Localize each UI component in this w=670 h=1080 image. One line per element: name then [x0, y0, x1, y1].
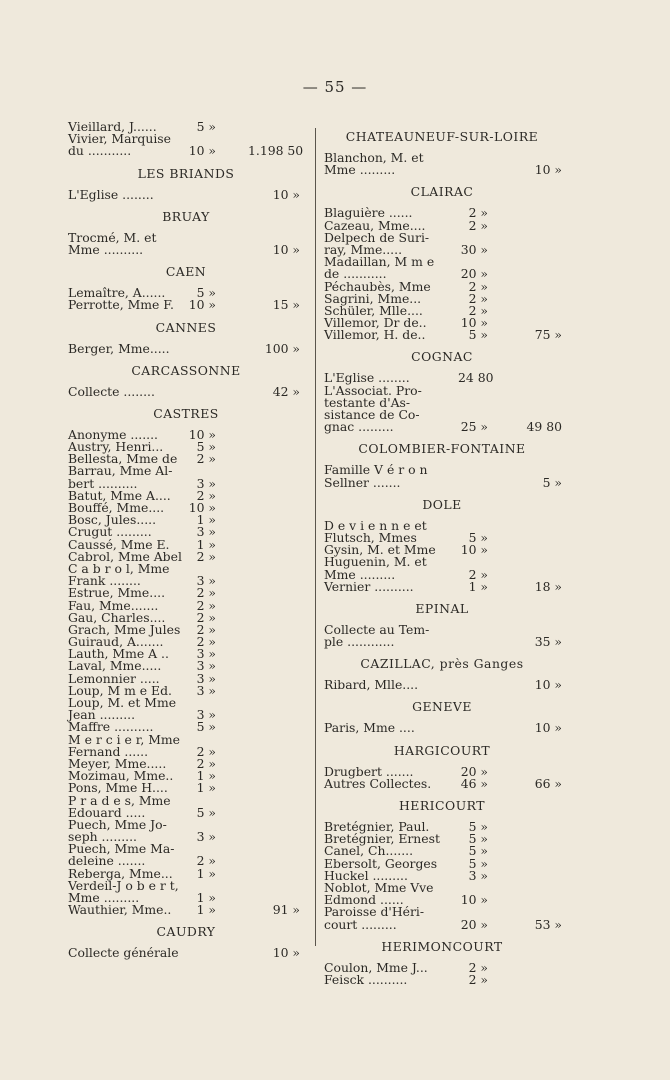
entry-name: Mme .......... [68, 241, 144, 257]
entry-amount: 10 » [188, 500, 216, 515]
list-item [68, 947, 304, 959]
entry-amount: 5 » [468, 327, 488, 343]
entry-total: 91 » [272, 902, 300, 918]
entry-amount: 5 » [468, 831, 488, 847]
list-item [324, 916, 562, 932]
entry-name: Canel, Ch....... [324, 843, 414, 859]
list-item [324, 722, 560, 734]
entry-total: 10 » [534, 720, 562, 736]
section-heading: COGNAC [411, 349, 473, 365]
entry-name: Reberga, Mme... [68, 865, 173, 881]
entry-name: Puech, Mme Ma- [68, 841, 175, 857]
section-heading: HERIMONCOURT [381, 938, 503, 954]
list-section [68, 925, 304, 959]
list-item [324, 421, 560, 433]
entry-name: Villemor, H. de.. [324, 327, 426, 343]
entry-name: Cazeau, Mme.... [324, 217, 426, 233]
entry-name: Paris, Mme .... [324, 720, 415, 736]
entry-amount: 2 » [468, 205, 488, 221]
entry-name: Sagrini, Mme... [324, 290, 422, 306]
entry-amount: 5 » [196, 439, 216, 455]
entry-amount: 3 » [196, 475, 216, 491]
left-column [68, 121, 304, 962]
entry-amount: 5 » [196, 804, 216, 820]
entry-name: Lemonnier ..... [68, 670, 160, 686]
entry-amount: 2 » [468, 302, 488, 318]
entry-name: Bretégnier, Ernest [324, 831, 440, 847]
entry-total: 53 » [534, 916, 562, 932]
entry-amount: 3 » [196, 707, 216, 723]
entry-amount: 3 » [468, 867, 488, 883]
entry-total: 35 » [534, 634, 562, 650]
entry-name: L'Eglise ........ [324, 370, 410, 386]
entry-name: Cabrol, Mme Abel [68, 548, 182, 564]
entry-amount: 2 » [196, 609, 216, 625]
list-section [324, 799, 560, 931]
list-item [68, 186, 304, 202]
entry-amount: 2 » [196, 487, 216, 503]
entry-total: 100 » [264, 340, 300, 356]
entry-name: Mme ......... [68, 890, 140, 905]
list-item [324, 775, 562, 791]
entry-amount: 2 » [468, 971, 488, 987]
entry-name: Anonyme ....... [68, 426, 158, 442]
entry-amount: 2 » [196, 755, 216, 771]
entry-name: Collecte ........ [68, 383, 155, 399]
entry-name: Ribard, Mlle.... [324, 677, 419, 693]
entry-name: de ........... [324, 266, 387, 282]
entry-name: gnac ......... [324, 419, 394, 435]
entry-name: Blaguière ...... [324, 205, 413, 221]
entry-name: Maffre .......... [68, 719, 154, 735]
entry-amount: 2 » [196, 853, 216, 869]
section-heading: CASTRES [153, 405, 219, 421]
list-section [324, 350, 560, 433]
entry-name: Péchaubès, Mme [324, 278, 431, 294]
entry-name: Drugbert ....... [324, 763, 414, 779]
entry-name: C a b r o l, Mme [68, 560, 170, 576]
entry-name: Noblot, Mme Vve [324, 879, 434, 895]
entry-name: Gau, Charles.... [68, 609, 166, 625]
entry-name: Bosc, Jules..... [68, 512, 157, 528]
entry-name: ray, Mme..... [324, 241, 403, 257]
entry-amount: 3 » [196, 524, 216, 540]
list-section [324, 744, 560, 790]
list-section [324, 442, 560, 488]
section-heading: DOLE [422, 496, 462, 512]
entry-name: Madaillan, M m e [324, 254, 435, 270]
entry-amount: 20 » [460, 916, 488, 932]
entry-amount: 25 » [460, 419, 488, 435]
list-item [68, 904, 304, 916]
entry-name: Autres Collectes. [324, 775, 432, 791]
entry-total: 10 » [534, 162, 562, 178]
entry-amount: 5 » [196, 285, 216, 301]
entry-name: Bouffé, Mme.... [68, 500, 165, 515]
entry-amount: 10 » [188, 143, 216, 159]
entry-amount: 20 » [460, 266, 488, 282]
entry-name: Lauth, Mme A .. [68, 646, 169, 662]
entry-name: Vernier .......... [324, 578, 414, 594]
entry-name: Puech, Mme Jo- [68, 816, 167, 832]
entry-total: 42 » [272, 383, 300, 399]
entry-name: Villemor, Dr de.. [324, 315, 427, 331]
entry-name: Trocmé, M. et [68, 229, 157, 245]
entry-total: 18 » [534, 578, 562, 594]
entry-name: Bretégnier, Paul. [324, 819, 430, 834]
entry-name: Wauthier, Mme.. [68, 902, 172, 918]
entry-amount: 3 » [196, 670, 216, 686]
list-item [68, 145, 304, 157]
section-heading: CAEN [165, 264, 207, 280]
right-column [324, 121, 560, 988]
entry-name: P r a d e s, Mme [68, 792, 171, 808]
entry-name: Perrotte, Mme F. [68, 297, 174, 313]
entry-amount: 1 » [196, 865, 216, 881]
entry-amount: 5 » [468, 843, 488, 859]
entry-amount: 5 » [468, 855, 488, 871]
list-item [324, 578, 562, 594]
entry-amount: 2 » [196, 597, 216, 613]
list-item [68, 299, 304, 311]
entry-name: Blanchon, M. et [324, 150, 424, 165]
list-item [324, 971, 560, 987]
list-item [68, 340, 304, 356]
entry-name: deleine ....... [68, 853, 146, 869]
entry-name: bert .......... [68, 475, 138, 491]
list-section [324, 657, 560, 691]
entry-name: Ebersolt, Georges [324, 855, 438, 871]
entry-name: Paroisse d'Héri- [324, 904, 425, 920]
entry-amount: 10 » [188, 426, 216, 442]
entry-name: Collecte générale [68, 945, 179, 961]
section-heading: CANNES [155, 319, 217, 335]
entry-amount: 2 » [196, 585, 216, 601]
entry-name: Edouard ..... [68, 804, 146, 820]
entry-name: Vivier, Marquise [68, 131, 171, 147]
entry-name: Huguenin, M. et [324, 554, 427, 570]
entry-name: Batut, Mme A.... [68, 487, 171, 503]
entry-amount: 46 » [460, 775, 488, 791]
entry-name: Barrau, Mme Al- [68, 463, 173, 479]
entry-amount: 10 » [460, 892, 488, 908]
entry-amount: 5 » [468, 819, 488, 834]
entry-name: court ......... [324, 916, 397, 932]
list-section [324, 185, 560, 341]
entry-amount: 5 » [468, 529, 488, 545]
list-item [324, 164, 560, 176]
entry-amount: 5 » [196, 719, 216, 735]
entry-name: Mozimau, Mme.. [68, 768, 174, 784]
entry-name: Lemaître, A...... [68, 285, 166, 301]
entry-amount: 2 » [196, 451, 216, 467]
list-section [68, 121, 304, 158]
entry-amount: 3 » [196, 646, 216, 662]
entry-name: Crugut ......... [68, 524, 152, 540]
entry-amount: 2 » [196, 621, 216, 637]
entry-name: Delpech de Suri- [324, 229, 430, 245]
section-heading: CHATEAUNEUF-SUR-LOIRE [345, 129, 539, 144]
entry-amount: 2 » [468, 278, 488, 294]
list-section [68, 407, 304, 917]
entry-name: Laval, Mme..... [68, 658, 162, 674]
section-heading: CAZILLAC, près Ganges [360, 656, 524, 672]
entry-name: Guiraud, A....... [68, 634, 164, 650]
section-heading: CAUDRY [156, 924, 216, 940]
entry-amount: 10 » [460, 542, 488, 558]
section-heading: HARGICOURT [393, 742, 491, 758]
entry-amount: 1 » [196, 768, 216, 784]
entry-name: Sellner ....... [324, 474, 401, 490]
list-item [324, 329, 560, 341]
entry-amount: 30 » [460, 241, 488, 257]
list-item [68, 241, 304, 257]
entry-amount: 2 » [196, 743, 216, 759]
entry-name: Schüler, Mlle.... [324, 302, 423, 318]
entry-name: D e v i e n n e et [324, 517, 427, 533]
entry-amount: 3 » [196, 573, 216, 589]
entry-name: Verdeil-J o b e r t, [68, 877, 179, 893]
entry-total: 10 » [272, 186, 300, 202]
entry-name: Famille V é r o n [324, 462, 428, 478]
entry-name: testante d'As- [324, 394, 411, 410]
entry-name: Fau, Mme....... [68, 597, 159, 613]
entry-total: 49 80 [526, 419, 562, 435]
section-heading: CLAIRAC [410, 184, 474, 200]
entry-total: 75 » [534, 327, 562, 343]
list-section [68, 321, 304, 355]
list-section [324, 130, 560, 176]
entry-amount: 1 » [468, 578, 488, 594]
list-item [324, 679, 560, 691]
section-heading: EPINAL [415, 600, 469, 616]
entry-name: Frank ........ [68, 573, 141, 589]
list-section [324, 940, 560, 986]
entry-name: Loup, M. et Mme [68, 695, 177, 710]
entry-amount: 3 » [196, 658, 216, 674]
section-heading: COLOMBIER-FONTAINE [358, 441, 526, 457]
list-section [324, 602, 560, 648]
entry-name: Coulon, Mme J... [324, 959, 428, 975]
entry-name: Flutsch, Mmes [324, 529, 417, 545]
entry-total: 5 » [542, 474, 562, 490]
entry-name: du ........... [68, 143, 132, 159]
entry-amount: 2 » [468, 217, 488, 233]
entry-name: L'Associat. Pro- [324, 382, 422, 398]
section-heading: LES BRIANDS [137, 165, 235, 181]
entry-amount: 1 » [196, 780, 216, 796]
entry-amount: 3 » [196, 682, 216, 698]
entry-amount: 2 » [196, 548, 216, 564]
entry-name: M e r c i e r, Mme [68, 731, 181, 747]
entry-amount: 1 » [196, 512, 216, 528]
entry-name: Grach, Mme Jules [68, 621, 181, 637]
entry-amount: 2 » [468, 290, 488, 306]
entry-name: Edmond ...... [324, 892, 404, 908]
entry-total: 66 » [534, 775, 562, 791]
entry-name: Meyer, Mme..... [68, 755, 167, 771]
page-number: — 55 — [302, 78, 368, 96]
entry-total: 1.198 50 [248, 143, 304, 159]
entry-name: Jean ......... [68, 707, 136, 723]
section-heading: GENEVE [412, 699, 472, 715]
list-section [324, 700, 560, 734]
entry-amount: 1 » [196, 902, 216, 918]
entry-amount: 24 80 [458, 370, 494, 386]
list-item [324, 474, 562, 490]
entry-name: Mme ......... [324, 566, 396, 582]
entry-amount: 10 » [188, 297, 216, 313]
entry-name: Huckel ......... [324, 867, 408, 883]
list-section [68, 364, 304, 398]
entry-amount: 2 » [468, 959, 488, 975]
entry-amount: 2 » [468, 566, 488, 582]
list-section [324, 498, 560, 593]
entry-name: Fernand ...... [68, 743, 149, 759]
entry-name: Collecte au Tem- [324, 621, 430, 637]
entry-name: Vieillard, J...... [68, 119, 157, 134]
entry-name: Berger, Mme..... [68, 340, 170, 356]
list-section [68, 265, 304, 311]
entry-name: Bellesta, Mme de [68, 451, 178, 467]
section-heading: HERICOURT [398, 798, 486, 813]
entry-name: ple ............ [324, 634, 395, 650]
entry-name: L'Eglise ........ [68, 186, 154, 202]
list-item [324, 636, 560, 648]
entry-amount: 3 » [196, 829, 216, 845]
entry-total: 10 » [272, 241, 300, 257]
entry-total: 10 » [272, 945, 300, 961]
entry-name: Mme ......... [324, 162, 396, 178]
entry-amount: 2 » [196, 634, 216, 650]
entry-name: Estrue, Mme.... [68, 585, 166, 601]
entry-name: seph ......... [68, 829, 137, 845]
entry-amount: 1 » [196, 890, 216, 905]
entry-name: Gysin, M. et Mme [324, 542, 436, 558]
entry-name: sistance de Co- [324, 407, 420, 422]
entry-amount: 1 » [196, 536, 216, 552]
entry-total: 10 » [534, 677, 562, 693]
column-divider [315, 128, 316, 946]
entry-name: Pons, Mme H.... [68, 780, 168, 796]
entry-amount: 5 » [196, 119, 216, 134]
entry-name: Caussé, Mme E. [68, 536, 170, 552]
list-section [68, 167, 304, 201]
entry-total: 15 » [272, 297, 300, 313]
section-heading: BRUAY [162, 208, 210, 224]
list-item [68, 383, 304, 399]
entry-name: Austry, Henri... [68, 439, 164, 455]
entry-amount: 10 » [460, 315, 488, 331]
entry-amount: 20 » [460, 763, 488, 779]
entry-name: Feisck .......... [324, 971, 408, 987]
list-section [68, 210, 304, 256]
section-heading: CARCASSONNE [131, 362, 241, 378]
entry-name: Loup, M m e Ed. [68, 682, 172, 698]
